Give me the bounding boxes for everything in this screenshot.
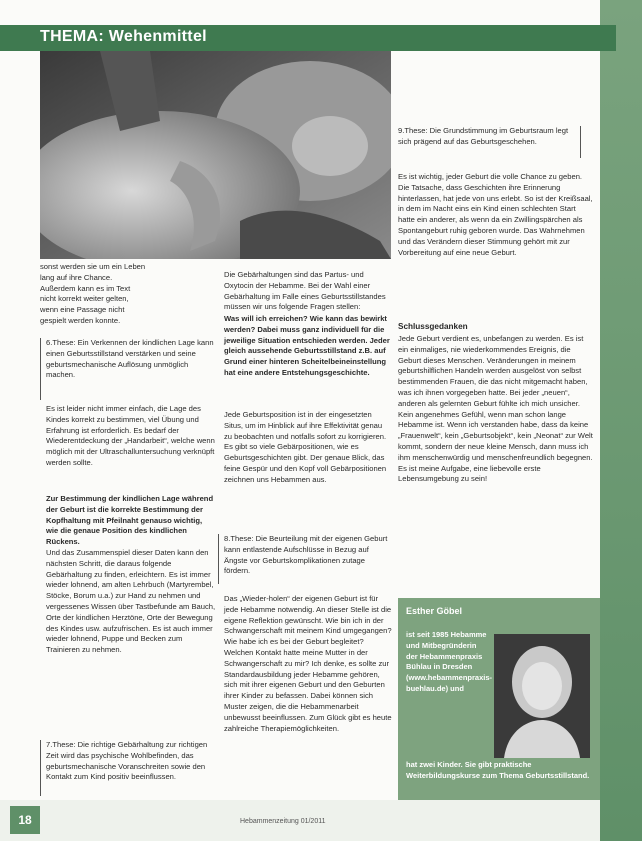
col1-para-4: Und das Zusammenspiel dieser Daten kann den nächsten Schritt, die daraus folgende Gebärhaltung zu finden, erleichtern. Es ist immer wieder lohnend, am alten Lehrbuch (Martyrembel, Stöcke, Borum u.a.) zur Hand zu nehmen und vergessenes Wissen über Tastbefunde am Bauch, Orte der kindlichen Herztöne, Orte der Bewegung des Kindes usw. aufzufrischen. Es ist auch immer wieder lohnend, Puppe und Becken zum Trainieren zu nehmen. (46, 548, 216, 655)
footer-text: Hebammenzeitung 01/2011 (240, 818, 326, 825)
col3-para-2: Jede Geburt verdient es, unbefangen zu werden. Es ist ein einmaliges, nie wiederkommendes Ereignis, die Geburt dieses Menschen. Veränderungen in meinem geburtshilflichen Handeln werden ausgelöst von selbst bestimmenden Frauen, die das nicht mitgemacht haben, was ich ihnen vorgegeben hatte. Bei jeder „neuen“, anderen als gelernten Geburt fühlte ich mich unsicher. Kein angenehmes Gefühl, wenn man schon lange Hebamme ist. Wenn ich verstanden habe, dass da keine „Frauenwelt“, kein „Geburtsobjekt“, kein „Neonat“ zur Welt kommt, sondern der neue kleine Mensch, dann muss ich ihm menschenwürdig und menschenfreundlich begegnen. Es ist meine Aufgabe, eine liebevolle erste Lebensumgebung zu sein! (398, 334, 593, 484)
author-bio-foot: hat zwei Kinder. Sie gibt praktische Weiterbildungskurse zum Thema Geburtsstillstand. (406, 760, 590, 780)
author-portrait (494, 634, 590, 758)
birth-photo (40, 51, 391, 259)
col1-thesis-6: 6.These: Ein Verkennen der kindlichen Lage kann einen Geburtsstillstand verstärken und seine geburtsmechanische Auflösung unmöglich machen. (46, 338, 214, 380)
author-bio-box (398, 598, 600, 800)
author-bio-text: ist seit 1985 Hebamme und Mitbegründerin der Hebammenpraxis Bühlau in Dresden (www.hebammenpraxis-buehlau.de) und (406, 630, 492, 693)
col2-para-3: Jede Geburtsposition ist in der eingesetzten Situs, um im Hinblick auf ihre Effektivität genau zu beobachten und notfalls sofort zu korrigieren. Es gibt so viele Gebärpositionen, wie es Geburtsgeschichten gibt. Der genaue Blick, das feine Gespür und den Kopf voll Gebärpositionen zeichnen uns Hebammen aus. (224, 410, 387, 484)
col1-para-2: Es ist leider nicht immer einfach, die Lage des Kindes korrekt zu bestimmen, viel Übung und Erfahrung ist erforderlich. Es bedarf der Wiederentdeckung der „Handarbeit“, welche wenn möglich mit der Ultraschalluntersuchung verknüpft werden sollte. (46, 404, 215, 467)
col2-para-4: Das „Wieder-holen“ der eigenen Geburt ist für jede Hebamme notwendig. An dieser Stelle ist die eigene Reflektion gewünscht. Wie bin ich in der Schwangerschaft mit meinem Kind umgegangen? Wie habe ich es bei der Geburt begleitet? Welchen Kontakt hatte meine Mutter in der Schwangerschaft zu mir? Ich denke, es sollte zur Standardausbildung jeder Hebamme gehören, sich mit ihrer eigenen Geburt und den Geburten ihrer Kinder zu befassen. Dabei können sich Muster zeigen, die die Hebammenarbeit unbewusst beeinflussen. Zum Glück gibt es heute zahlreiche Therapiemöglichkeiten. (224, 594, 392, 733)
col3-para-1: Es ist wichtig, jeder Geburt die volle Chance zu geben. Die Tatsache, dass Geschichten ihre Erinnerung hinterlassen, hat jede von uns erlebt. So ist der Kreißsaal, in dem im Nacht eins ein Kind einen schlechten Start hatte ein anderer, als wenn da ein Zwillingspärchen als Spontangeburt ruhig geboren wurde. Das Wahrnehmen und das Verändern dieser Stimmung gehört mit zur Vorbereitung auf eine neue Geburt. (398, 172, 593, 257)
col2-para-2: Was will ich erreichen? Wie kann das bewirkt werden? Dabei muss ganz individuell für die jeweilige Situation entschieden werden. Jeder gleich aussehende Geburtsstillstand z.B. auf Grund einer hinteren Scheitelbeineinstellung hat eine andere Entstehungsgeschichte. (224, 314, 390, 377)
col1-para-1: sonst werden sie um ein Leben lang auf ihre Chance. Außerdem kann es im Text nicht korrekt weiter gelten, wenn eine Passage nicht gespielt werden konnte. (40, 262, 146, 325)
author-name: Esther Göbel (406, 606, 463, 616)
page-number: 18 (10, 806, 40, 834)
col1-thesis-7: 7.These: Die richtige Gebärhaltung zur richtigen Zeit wird das psychische Wohlbefinden, das geburtsmechanische Voranschreiten sowie den Kontakt zum Kind positiv beeinflussen. (46, 740, 208, 782)
col2-thesis-8: 8.These: Die Beurteilung mit der eigenen Geburt kann entlastende Aufschlüsse in Bezug auf Ängste vor Geburtskomplikationen zutage fördern. (224, 534, 388, 576)
green-side-strip (600, 0, 642, 841)
col3-subhead: Schlussgedanken (398, 322, 468, 331)
portrait-illustration (494, 634, 590, 758)
section-header-bar (0, 25, 616, 51)
section-title: THEMA: Wehenmittel (40, 28, 207, 45)
col3-thesis-9: 9.These: Die Grundstimmung im Geburtsraum legt sich prägend auf das Geburtsgeschehen. (398, 126, 569, 146)
col1-para-3: Zur Bestimmung der kindlichen Lage während der Geburt ist die korrekte Bestimmung der Kopfhaltung mit Pfeilnaht genauso wichtig, wie die genaue Position des kindlichen Rückens. (46, 494, 214, 547)
col2-para-1: Die Gebärhaltungen sind das Partus- und Oxytocin der Hebamme. Bei der Wahl einer Gebärhaltung im Falle eines Geburtsstillstandes müssen wir uns folgende Fragen stellen: (224, 270, 386, 312)
photo-illustration (40, 51, 391, 259)
